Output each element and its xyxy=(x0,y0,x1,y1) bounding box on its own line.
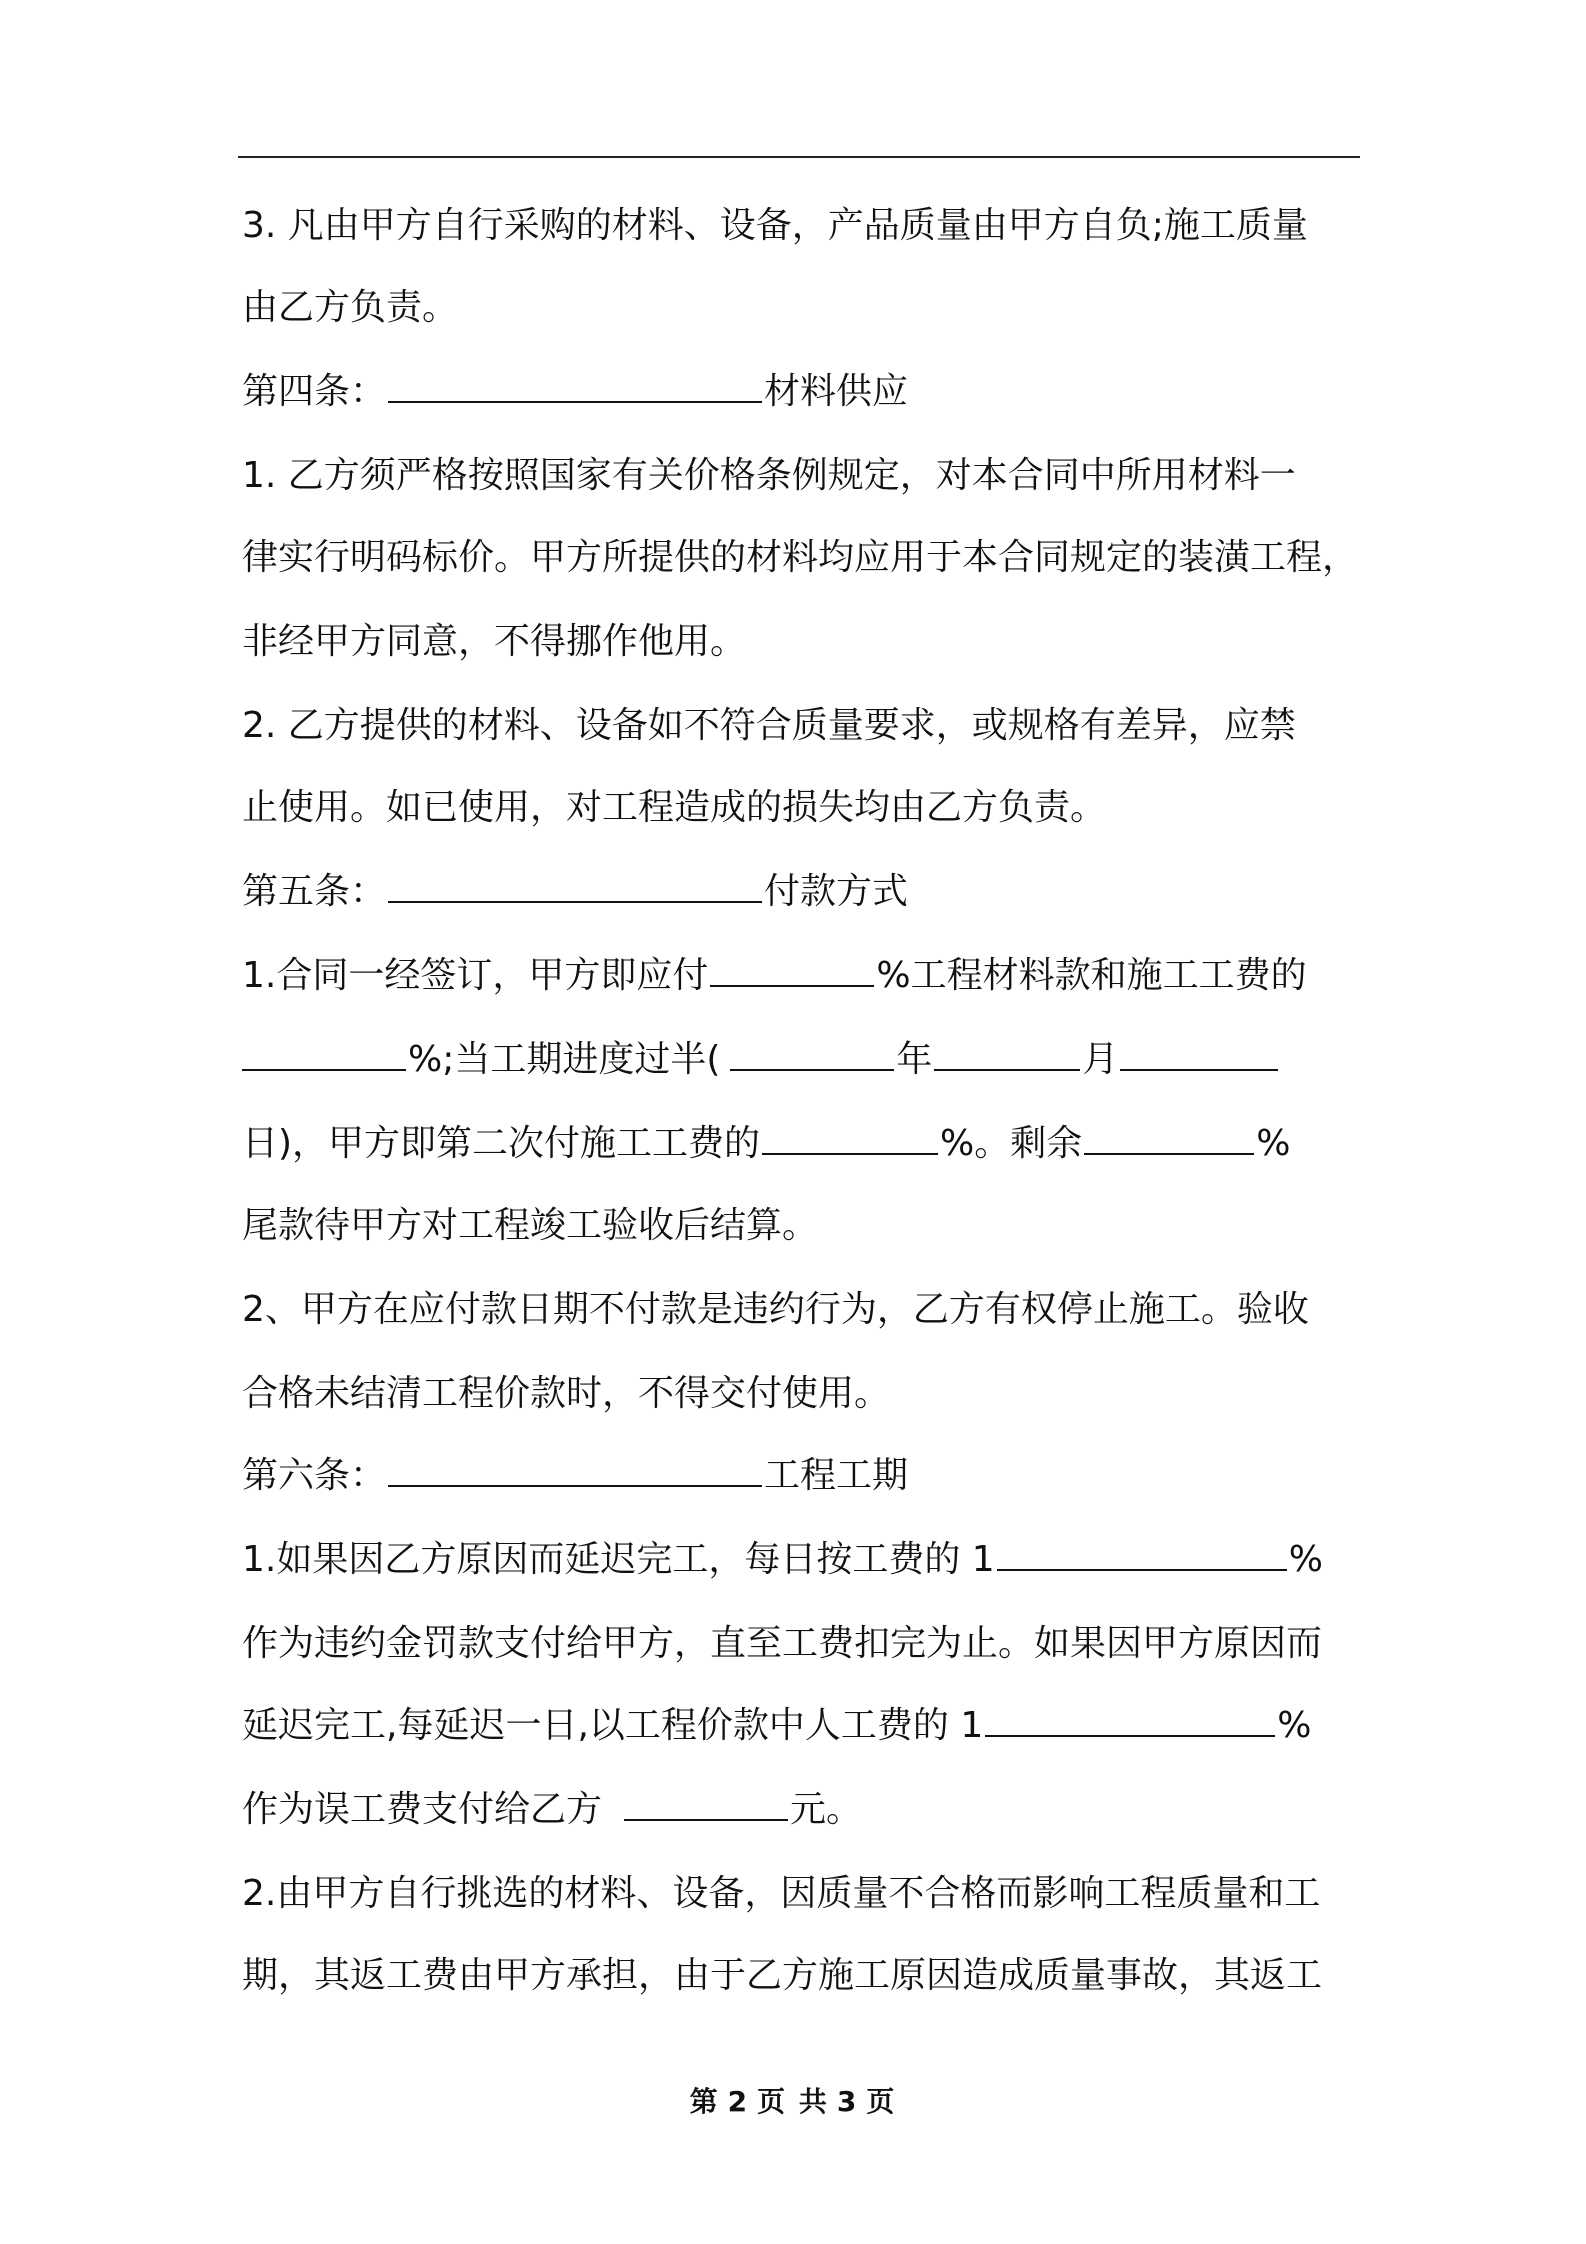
text-line-content: 2. 乙方提供的材料、设备如不符合质量要求，或规格有差异，应禁 xyxy=(242,705,1296,746)
footer-label: 页 共 xyxy=(757,2085,829,2118)
article-number: 第五条： xyxy=(242,871,387,912)
fill-blank[interactable] xyxy=(1084,1119,1254,1155)
text-line xyxy=(242,196,1360,256)
article-title: 材料供应 xyxy=(764,371,909,412)
text-line xyxy=(242,1364,890,1424)
fill-blank[interactable] xyxy=(388,1451,762,1487)
text-line-content: 元。 xyxy=(790,1789,863,1830)
header-rule xyxy=(238,156,1360,158)
text-line-content: 1. 乙方须严格按照国家有关价格条例规定，对本合同中所用材料一 xyxy=(242,455,1296,496)
text-line-content: % xyxy=(1288,1539,1323,1580)
text-line-content: 由乙方负责。 xyxy=(242,287,459,328)
total-page-count: 3 xyxy=(836,2085,859,2118)
fill-blank[interactable] xyxy=(624,1785,788,1821)
text-line xyxy=(242,1696,1311,1756)
article-heading xyxy=(242,362,908,422)
text-line-content: 作为违约金罚款支付给甲方，直至工费扣完为止。如果因甲方原因而 xyxy=(242,1623,1323,1664)
text-line-content: %工程材料款和施工工费的 xyxy=(876,955,1307,996)
text-line xyxy=(242,1030,1280,1090)
text-line-content: 日)，甲方即第二次付施工工费的 xyxy=(242,1123,761,1164)
text-line xyxy=(242,1530,1323,1590)
text-line xyxy=(242,278,458,338)
fill-blank[interactable] xyxy=(388,367,762,403)
text-line-content: 延迟完工,每延迟一日,以工程价款中人工费的 1 xyxy=(242,1705,984,1746)
article-title: 付款方式 xyxy=(764,871,909,912)
text-line-content: 期，其返工费由甲方承担，由于乙方施工原因造成质量事故，其返工 xyxy=(242,1955,1323,1996)
text-line-content: %。剩余 xyxy=(940,1123,1083,1164)
text-line-content: % xyxy=(1277,1705,1312,1746)
fill-blank[interactable] xyxy=(710,951,874,987)
text-line xyxy=(242,528,1360,588)
text-line xyxy=(242,612,746,672)
text-line-content: 月 xyxy=(1082,1039,1119,1080)
fill-blank[interactable] xyxy=(388,867,762,903)
fill-blank[interactable] xyxy=(997,1535,1287,1571)
fill-blank[interactable] xyxy=(762,1119,938,1155)
fill-blank[interactable] xyxy=(985,1701,1275,1737)
page-footer xyxy=(0,2080,1586,2120)
text-line-content: 3. 凡由甲方自行采购的材料、设备，产品质量由甲方自负;施工质量 xyxy=(242,205,1308,246)
text-line xyxy=(242,946,1307,1006)
text-line xyxy=(242,778,1106,838)
text-line xyxy=(242,446,1360,506)
article-heading xyxy=(242,862,908,922)
text-line-content: 年 xyxy=(896,1039,933,1080)
text-line-content: 2.由甲方自行挑选的材料、设备，因质量不合格而影响工程质量和工 xyxy=(242,1873,1321,1914)
fill-blank[interactable] xyxy=(1120,1035,1278,1071)
footer-label: 第 xyxy=(689,2085,720,2118)
text-line-content: % xyxy=(1256,1123,1291,1164)
text-line xyxy=(242,1946,1360,2006)
text-line xyxy=(242,1280,1360,1340)
article-number: 第四条： xyxy=(242,371,387,412)
footer-label: 页 xyxy=(866,2085,897,2118)
article-heading xyxy=(242,1446,908,1506)
text-line-content: 1.如果因乙方原因而延迟完工，每日按工费的 1 xyxy=(242,1539,995,1580)
text-line-content: 1.合同一经签订，甲方即应付 xyxy=(242,955,709,996)
text-line xyxy=(242,696,1360,756)
text-line xyxy=(242,1864,1360,1924)
text-line-content: 合格未结清工程价款时，不得交付使用。 xyxy=(242,1373,891,1414)
text-line xyxy=(242,1780,862,1840)
text-line-content: 尾款待甲方对工程竣工验收后结算。 xyxy=(242,1205,819,1246)
text-line-content: 2、甲方在应付款日期不付款是违约行为，乙方有权停止施工。验收 xyxy=(242,1289,1309,1330)
article-number: 第六条： xyxy=(242,1455,387,1496)
fill-blank[interactable] xyxy=(242,1035,406,1071)
article-title: 工程工期 xyxy=(764,1455,909,1496)
text-line-content: 作为误工费支付给乙方 xyxy=(242,1789,603,1830)
text-line-content: %;当工期进度过半( xyxy=(408,1039,721,1080)
text-line-content: 止使用。如已使用，对工程造成的损失均由乙方负责。 xyxy=(242,787,1107,828)
text-line xyxy=(242,1114,1290,1174)
text-line-content: 非经甲方同意，不得挪作他用。 xyxy=(242,621,747,662)
fill-blank[interactable] xyxy=(730,1035,894,1071)
text-line-content: 律实行明码标价。甲方所提供的材料均应用于本合同规定的装潢工程， xyxy=(242,537,1359,578)
fill-blank[interactable] xyxy=(934,1035,1080,1071)
text-line xyxy=(242,1614,1360,1674)
text-line xyxy=(242,1196,818,1256)
current-page-number: 2 xyxy=(727,2085,750,2118)
